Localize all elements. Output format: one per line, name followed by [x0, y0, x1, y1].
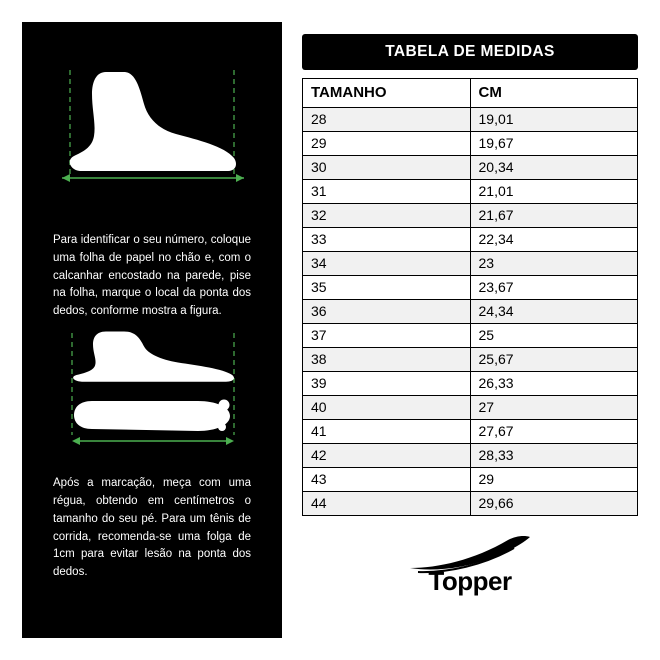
instruction-paragraph-1: Para identificar o seu número, coloque uma folha de papel no chão e, com o calcanhar encostado na parede, pise na folha, marque o local da ponta dos dedos, conforme mostra a figura.	[53, 234, 251, 318]
cell-cm: 19,67	[470, 132, 638, 156]
cell-size: 41	[303, 420, 471, 444]
cell-size: 43	[303, 468, 471, 492]
cell-cm: 24,34	[470, 300, 638, 324]
table-row	[303, 444, 638, 468]
column-header-tamanho: TAMANHO	[303, 79, 471, 108]
table-row	[303, 228, 638, 252]
cell-cm: 25,67	[470, 348, 638, 372]
instruction-paragraph-2: Após a marcação, meça com uma régua, obtendo em centímetros o tamanho do seu pé. Para um tênis de corrida, recomenda-se uma folga de 1cm para evitar lesão na ponta dos dedos.	[53, 477, 251, 579]
cell-size: 39	[303, 372, 471, 396]
brand-name: Topper	[428, 566, 512, 596]
cell-cm: 20,34	[470, 156, 638, 180]
table-header-row	[303, 79, 638, 108]
cell-size: 30	[303, 156, 471, 180]
table-row	[303, 276, 638, 300]
table-row	[303, 204, 638, 228]
cell-cm: 19,01	[470, 108, 638, 132]
instructions-panel	[22, 22, 282, 638]
cell-size: 31	[303, 180, 471, 204]
table-row	[303, 156, 638, 180]
cell-size: 32	[303, 204, 471, 228]
cell-cm: 23	[470, 252, 638, 276]
table-row	[303, 180, 638, 204]
table-row	[303, 372, 638, 396]
cell-size: 28	[303, 108, 471, 132]
table-row	[303, 324, 638, 348]
size-table	[302, 78, 638, 516]
cell-size: 33	[303, 228, 471, 252]
table-row	[303, 396, 638, 420]
table-row	[303, 252, 638, 276]
cell-size: 29	[303, 132, 471, 156]
cell-cm: 22,34	[470, 228, 638, 252]
cell-size: 38	[303, 348, 471, 372]
brand-logo	[302, 532, 638, 638]
cell-size: 42	[303, 444, 471, 468]
cell-cm: 29,66	[470, 492, 638, 516]
table-title: TABELA DE MEDIDAS	[302, 34, 638, 70]
table-row	[303, 132, 638, 156]
cell-cm: 21,01	[470, 180, 638, 204]
cell-cm: 26,33	[470, 372, 638, 396]
table-row	[303, 300, 638, 324]
table-row	[303, 420, 638, 444]
table-row	[303, 348, 638, 372]
cell-cm: 27,67	[470, 420, 638, 444]
cell-cm: 21,67	[470, 204, 638, 228]
cell-size: 34	[303, 252, 471, 276]
topper-swoosh-icon	[404, 532, 536, 578]
foot-side-view-with-measure-guides-icon	[48, 66, 256, 216]
cell-cm: 29	[470, 468, 638, 492]
cell-size: 36	[303, 300, 471, 324]
table-row	[303, 468, 638, 492]
cell-cm: 27	[470, 396, 638, 420]
cell-size: 37	[303, 324, 471, 348]
cell-cm: 28,33	[470, 444, 638, 468]
cell-cm: 25	[470, 324, 638, 348]
table-row	[303, 492, 638, 516]
measurements-panel	[302, 22, 638, 638]
foot-side-and-top-view-with-arrow-icon	[48, 331, 256, 461]
table-row	[303, 108, 638, 132]
cell-size: 40	[303, 396, 471, 420]
cell-size: 35	[303, 276, 471, 300]
cell-size: 44	[303, 492, 471, 516]
column-header-cm: CM	[470, 79, 638, 108]
cell-cm: 23,67	[470, 276, 638, 300]
